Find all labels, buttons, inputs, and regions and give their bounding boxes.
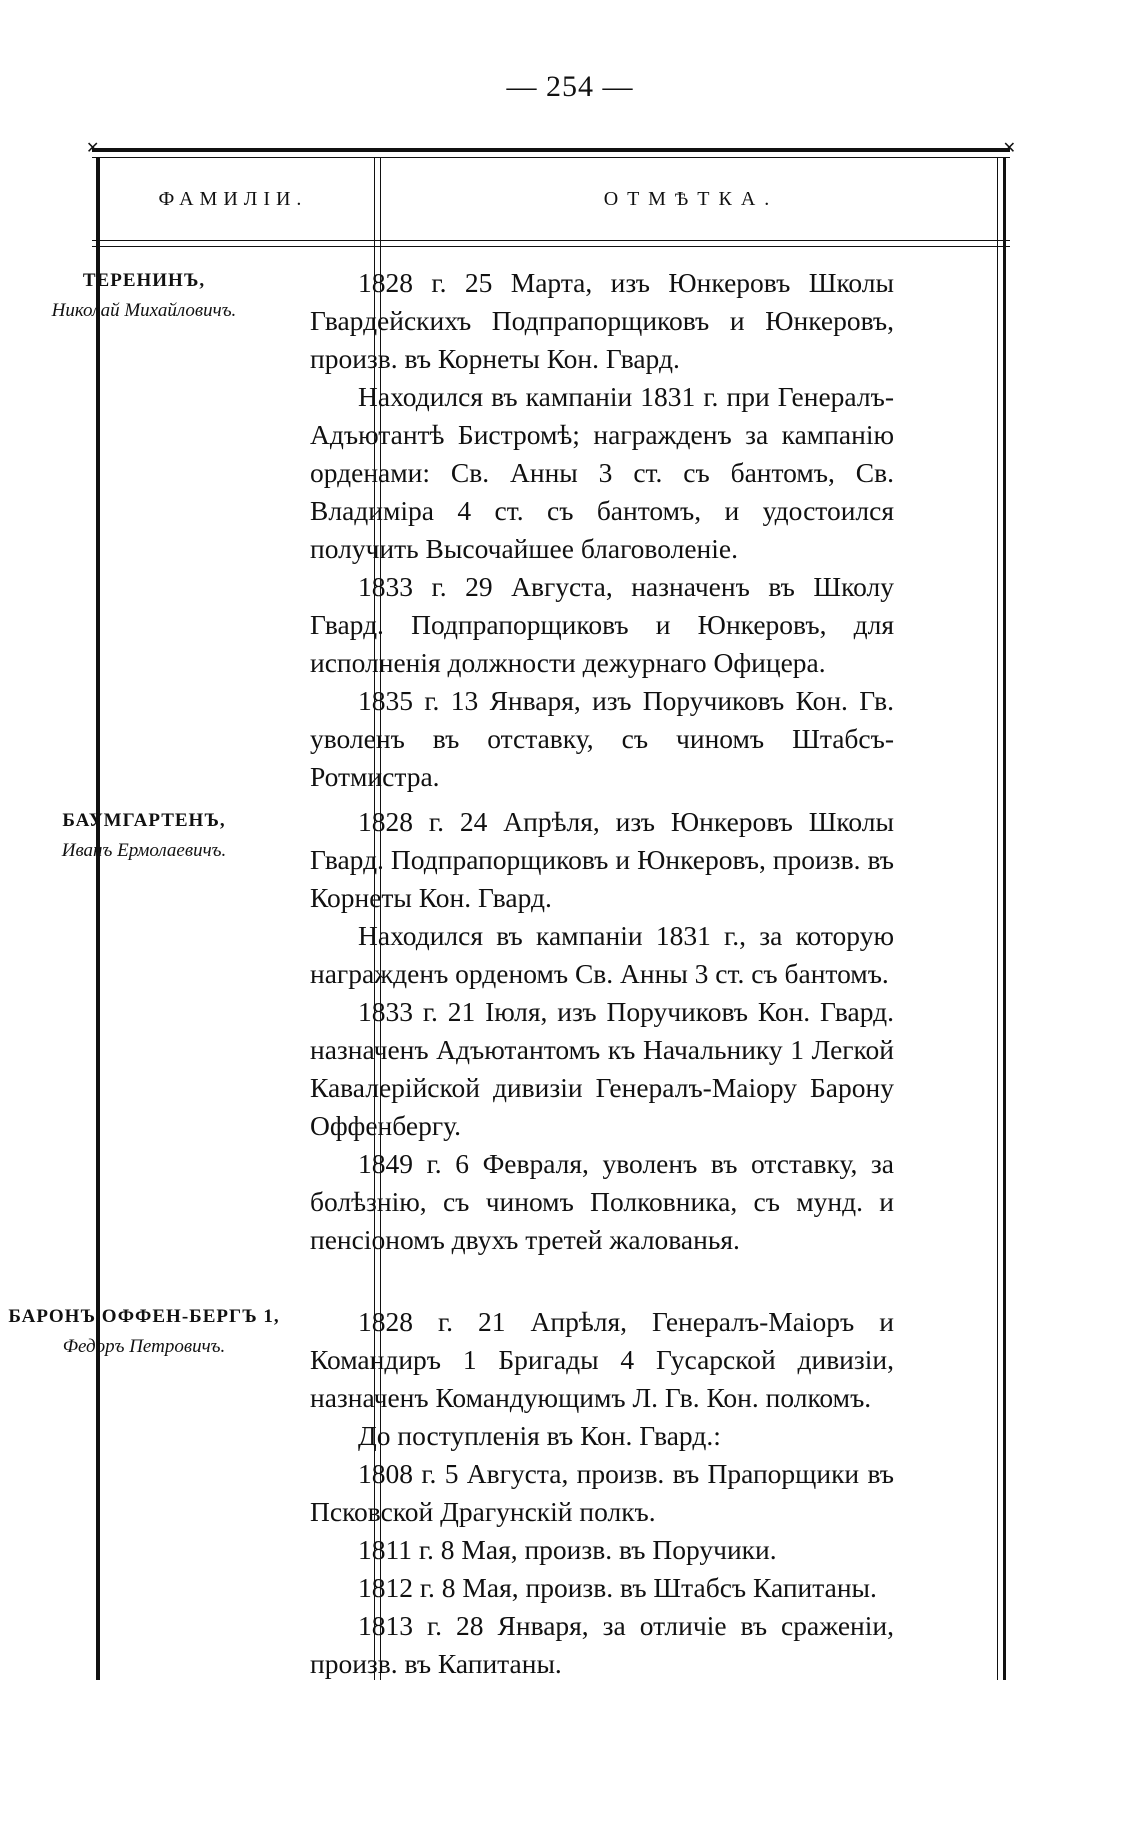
entry-given-name: Федоръ Петровичъ. bbox=[62, 1336, 226, 1357]
entry-surname: БАРОНЪ ОФФЕН-БЕРГЪ 1, bbox=[8, 1306, 280, 1327]
corner-ornament-icon: ✕ bbox=[1002, 138, 1016, 157]
entry-paragraph: 1828 г. 25 Марта, изъ Юнкеровъ Школы Гвардейскихъ Подпрапорщиковъ и Юнкеровъ, произв. въ Корнеты Кон. Гвард. bbox=[310, 267, 894, 374]
entry-notes bbox=[310, 803, 894, 1259]
entry-given-name: Иванъ Ермолаевичъ. bbox=[61, 840, 227, 861]
entry-paragraph: Находился въ кампаніи 1831 г., за которую награжденъ орденомъ Св. Анны 3 ст. съ бантомъ. bbox=[310, 920, 894, 989]
entry-paragraph: 1849 г. 6 Февраля, уволенъ въ отставку, за болѣзнію, съ чиномъ Полковника, съ мунд. и пенсіономъ двухъ третей жалованья. bbox=[310, 1148, 894, 1255]
table-right-border bbox=[1003, 158, 1006, 1680]
entry-paragraph: Находился въ кампаніи 1831 г. при Генералъ-Адъютантѣ Бистромѣ; награжденъ за кампанію орденами: Св. Анны 3 ст. съ бантомъ, Св. Владиміра 4 ст. съ бантомъ, и удостоился получить Высочайшее благоволеніе. bbox=[310, 381, 894, 564]
entry-notes bbox=[310, 1303, 894, 1683]
entry-given-name: Николай Михайловичъ. bbox=[51, 300, 237, 321]
entry-notes bbox=[310, 264, 894, 796]
table-right-border bbox=[997, 158, 998, 1680]
entry-paragraph: 1835 г. 13 Января, изъ Поручиковъ Кон. Гв. уволенъ въ отставку, съ чиномъ Штабсъ-Ротмистра. bbox=[310, 685, 894, 792]
entry-surname: БАУМГАРТЕНЪ, bbox=[62, 810, 226, 831]
entry-paragraph: До поступленія въ Кон. Гвард.: bbox=[358, 1420, 721, 1451]
header-rule bbox=[92, 240, 1010, 247]
entry-paragraph: 1828 г. 21 Апрѣля, Генералъ-Маіоръ и Командиръ 1 Бригады 4 Гусарской дивизіи, назначенъ Командующимъ Л. Гв. Кон. полкомъ. bbox=[310, 1306, 894, 1413]
entry-paragraph: 1811 г. 8 Мая, произв. въ Поручики. bbox=[358, 1534, 777, 1565]
column-header-names: ФАМИЛІИ. bbox=[158, 188, 308, 210]
entry-paragraph: 1812 г. 8 Мая, произв. въ Штабсъ Капитаны. bbox=[358, 1572, 877, 1603]
table-left-border bbox=[96, 158, 100, 1680]
entry-paragraph: 1833 г. 29 Августа, назначенъ въ Школу Гвард. Подпрапорщиковъ и Юнкеровъ, для исполненія должности дежурнаго Офицера. bbox=[310, 571, 894, 678]
corner-ornament-icon: ✕ bbox=[86, 138, 100, 157]
table-top-rule bbox=[92, 148, 1010, 158]
page-number: — 254 — bbox=[506, 70, 634, 103]
entry-paragraph: 1808 г. 5 Августа, произв. въ Прапорщики въ Псковской Драгунскій полкъ. bbox=[310, 1458, 894, 1527]
entry-paragraph: 1828 г. 24 Апрѣля, изъ Юнкеровъ Школы Гвард. Подпрапорщиковъ и Юнкеровъ, произв. въ Корнеты Кон. Гвард. bbox=[310, 806, 894, 913]
column-header-notes: ОТМѢТКА. bbox=[603, 188, 779, 210]
entry-paragraph: 1813 г. 28 Января, за отличіе въ сраженіи, произв. въ Капитаны. bbox=[310, 1610, 894, 1679]
entry-paragraph: 1833 г. 21 Іюля, изъ Поручиковъ Кон. Гвард. назначенъ Адъютантомъ къ Начальнику 1 Легкой Кавалерійской дивизіи Генералъ-Маіору Барону Оффенбергу. bbox=[310, 996, 894, 1141]
entry-surname: ТЕРЕНИНЪ, bbox=[82, 270, 206, 291]
entry-name bbox=[8, 806, 280, 866]
entry-name bbox=[8, 266, 280, 326]
entry-name bbox=[8, 1302, 280, 1362]
